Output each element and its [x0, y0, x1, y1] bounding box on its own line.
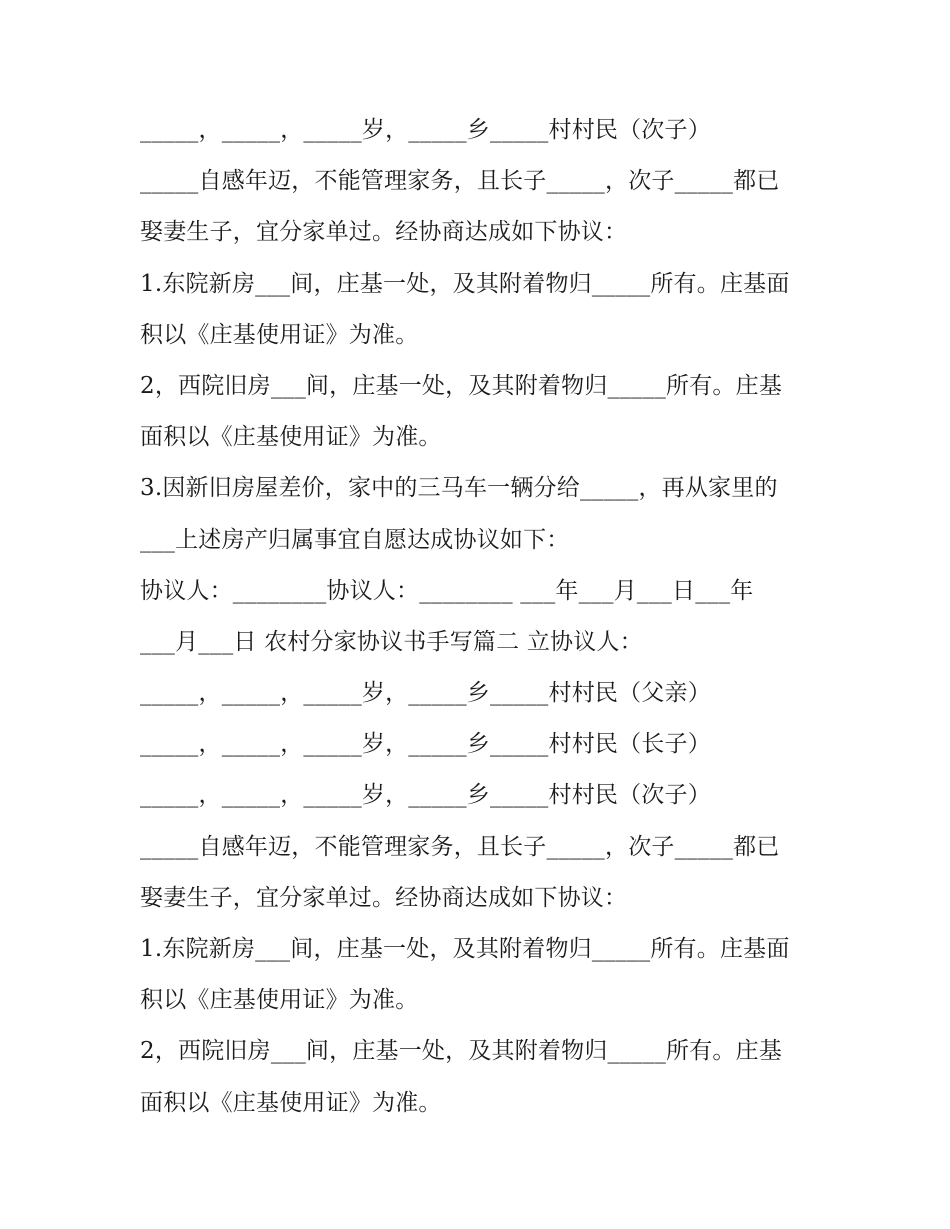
- text-line: 1.东院新房___间，庄基一处，及其附着物归_____所有。庄基面: [140, 936, 790, 962]
- signature-line: 协议人：________协议人：________ ___年___月___日___年: [140, 577, 754, 604]
- text-line: 面积以《庄基使用证》为准。: [140, 1089, 442, 1116]
- text-line: 积以《庄基使用证》为准。: [140, 987, 419, 1014]
- text-line: _____，_____，_____岁，_____乡_____村村民（次子）: [140, 117, 711, 143]
- text-line: 面积以《庄基使用证》为准。: [140, 424, 442, 451]
- party-line: _____，_____，_____岁，_____乡_____村村民（次子）: [140, 782, 711, 809]
- party-line: _____，_____，_____岁，_____乡_____村村民（长子）: [140, 731, 711, 758]
- text-line: ___月___日 农村分家协议书手写篇二 立协议人：: [140, 628, 643, 655]
- text-line: 1.东院新房___间，庄基一处，及其附着物归_____所有。庄基面: [140, 270, 790, 297]
- text-line: 娶妻生子，宜分家单过。经协商达成如下协议：: [140, 219, 628, 246]
- text-line: 积以《庄基使用证》为准。: [140, 321, 419, 348]
- party-line: _____，_____，_____岁，_____乡_____村村民（父亲）: [140, 680, 711, 707]
- text-line: 3.因新旧房屋差价，家中的三马车一辆分给_____，再从家里的: [140, 475, 778, 502]
- text-line: 2，西院旧房___间，庄基一处，及其附着物归_____所有。庄基: [140, 372, 783, 399]
- text-line: _____自感年迈，不能管理家务，且长子_____，次子_____都已: [140, 168, 780, 195]
- document-body: [140, 105, 820, 1129]
- text-line: 2，西院旧房___间，庄基一处，及其附着物归_____所有。庄基: [140, 1038, 783, 1065]
- text-line: _____自感年迈，不能管理家务，且长子_____，次子_____都已: [140, 833, 780, 860]
- text-line: ___上述房产归属事宜自愿达成协议如下：: [140, 526, 570, 553]
- text-line: 娶妻生子，宜分家单过。经协商达成如下协议：: [140, 884, 628, 911]
